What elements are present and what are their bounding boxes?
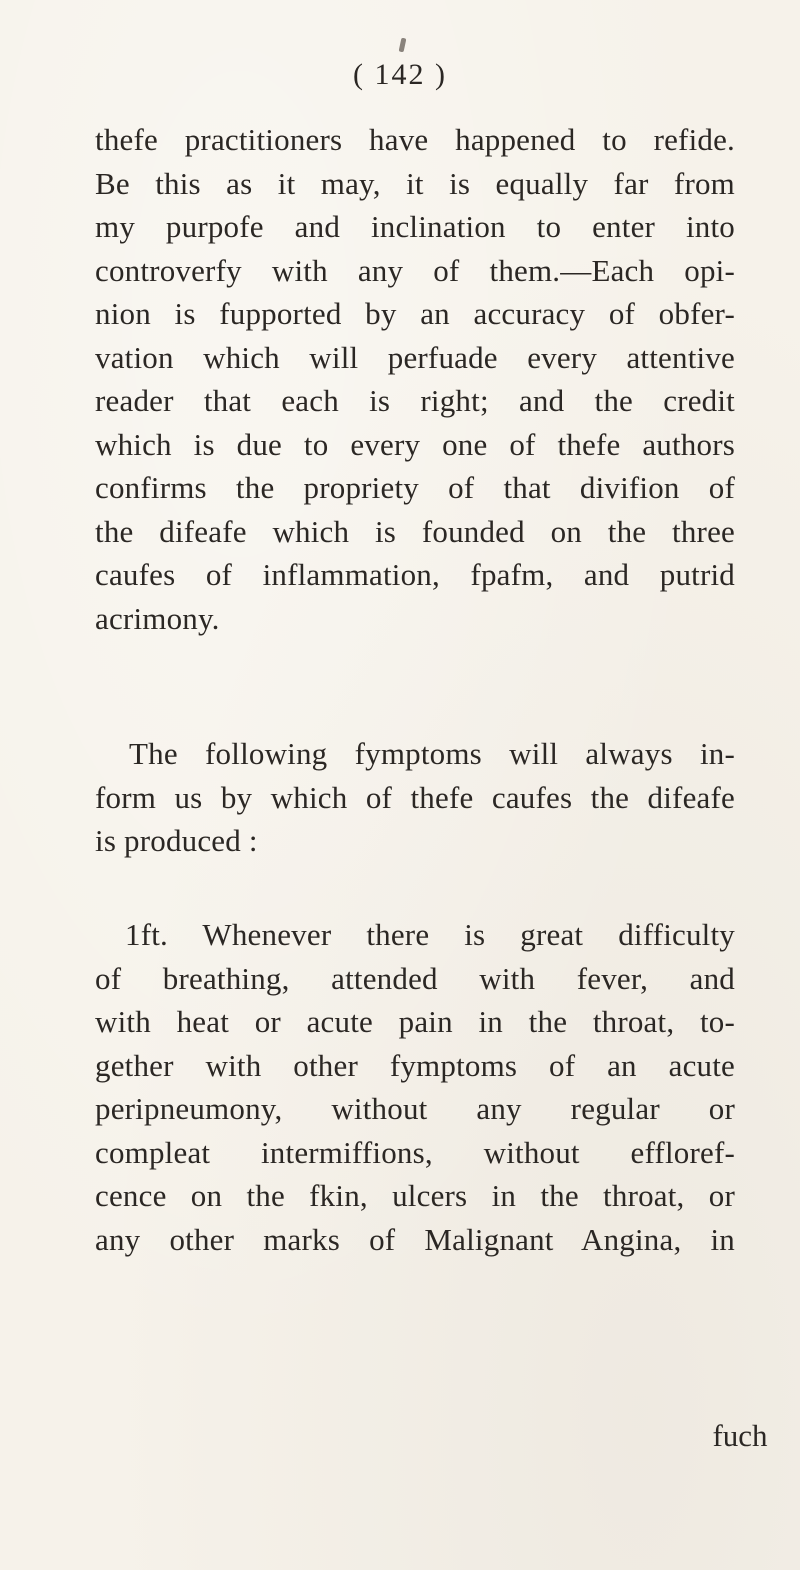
text-line: controverfy with any of them.—Each opi- bbox=[95, 252, 735, 288]
text-line: acrimony. bbox=[95, 600, 220, 636]
text-line: gether with other fymptoms of an acute bbox=[95, 1047, 735, 1083]
text-line: is produced : bbox=[95, 823, 258, 858]
text-line: of breathing, attended with fever, and bbox=[95, 960, 735, 996]
text-line: peripneumony, without any regular or bbox=[95, 1091, 735, 1126]
margin-speck bbox=[782, 180, 788, 202]
text-line: with heat or acute pain in the throat, to- bbox=[95, 1004, 735, 1039]
text-line: cence on the fkin, ulcers in the throat, or bbox=[95, 1178, 735, 1213]
text-line: which is due to every one of thefe authors bbox=[95, 426, 735, 462]
catchword: fuch bbox=[712, 1418, 768, 1453]
text-line: 1ft. Whenever there is great difficulty bbox=[125, 917, 735, 952]
text-line: compleat intermiffions, without effloref- bbox=[95, 1134, 735, 1170]
text-line: any other marks of Malignant Angina, in bbox=[95, 1221, 735, 1257]
text-line: reader that each is right; and the credit bbox=[95, 383, 735, 418]
text-line: my purpofe and inclination to enter into bbox=[95, 209, 735, 244]
paragraph-continuation bbox=[95, 118, 735, 640]
text-line: nion is fupported by an accuracy of obfer- bbox=[95, 296, 735, 331]
text-line: form us by which of thefe caufes the difeafe bbox=[95, 779, 735, 815]
paragraph-symptoms-intro bbox=[95, 732, 735, 863]
text-line: caufes of inflammation, fpafm, and putrid bbox=[95, 557, 735, 592]
paragraph-first-symptom bbox=[95, 913, 735, 1261]
text-line: confirms the propriety of that divifion of bbox=[95, 470, 735, 505]
text-line: vation which will perfuade every attentive bbox=[95, 339, 735, 375]
text-line: thefe practitioners have happened to refide. bbox=[95, 122, 735, 157]
page-number-header: ( 142 ) bbox=[353, 58, 447, 91]
text-line: The following fymptoms will always in- bbox=[129, 736, 735, 771]
text-line: Be this as it may, it is equally far from bbox=[95, 165, 735, 201]
ink-mark bbox=[399, 38, 407, 53]
text-line: the difeafe which is founded on the three bbox=[95, 513, 735, 549]
